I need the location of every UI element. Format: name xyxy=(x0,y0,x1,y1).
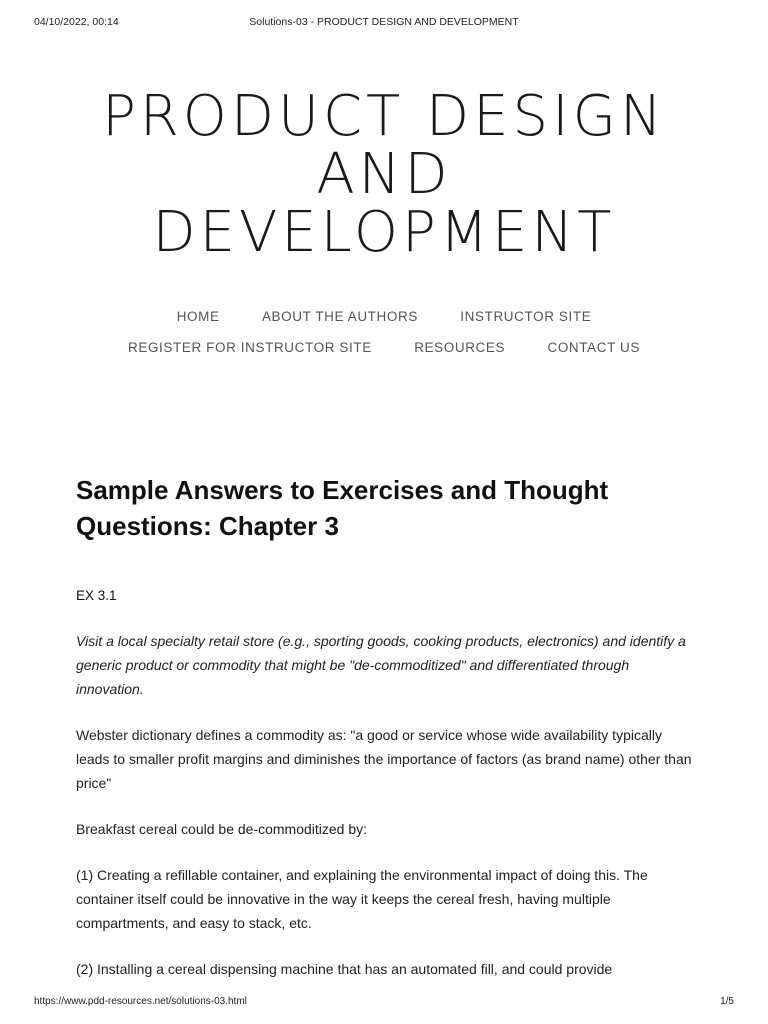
exercise-question: Visit a local specialty retail store (e.g., sporting goods, cooking products, electronics) and identify a generic product or commodity that might be "de-commoditized" and differentiated through innovation. xyxy=(76,633,686,697)
paragraph-definition: Webster dictionary defines a commodity as: "a good or service whose wide availability typically leads to smaller profit margins and diminishes the importance of factors (as brand name) other than price" xyxy=(76,727,692,791)
main-nav-row-2 xyxy=(0,340,768,355)
paragraph-point-1: (1) Creating a refillable container, and explaining the environmental impact of doing this. The container itself could be innovative in the way it keeps the cereal fresh, having multiple compartments, and easy to stack, etc. xyxy=(76,867,648,931)
print-datetime: 04/10/2022, 00:14 xyxy=(34,16,119,28)
page-title: Sample Answers to Exercises and Thought Questions: Chapter 3 xyxy=(76,475,609,541)
nav-contact-us[interactable]: CONTACT US xyxy=(547,340,640,355)
site-title-line-3: DEVELOPMENT xyxy=(152,200,616,265)
main-nav-row-1 xyxy=(0,309,768,324)
site-title-line-1: PRODUCT DESIGN xyxy=(102,84,666,149)
paragraph-point-2: (2) Installing a cereal dispensing machine that has an automated fill, and could provide xyxy=(76,961,613,977)
nav-register-for-instructor-site[interactable]: REGISTER FOR INSTRUCTOR SITE xyxy=(128,340,372,355)
print-document-title: Solutions-03 - PRODUCT DESIGN AND DEVELOPMENT xyxy=(249,16,519,28)
print-url: https://www.pdd-resources.net/solutions-03.html xyxy=(34,996,247,1007)
print-header xyxy=(34,16,734,30)
nav-resources[interactable]: RESOURCES xyxy=(414,340,506,355)
nav-instructor-site[interactable]: INSTRUCTOR SITE xyxy=(460,309,592,324)
site-title[interactable] xyxy=(0,84,768,265)
nav-home[interactable]: HOME xyxy=(176,309,220,324)
article xyxy=(76,472,696,981)
print-footer xyxy=(34,996,734,1010)
exercise-label: EX 3.1 xyxy=(76,588,117,603)
site-title-line-2: AND xyxy=(316,142,452,207)
nav-about-the-authors[interactable]: ABOUT THE AUTHORS xyxy=(261,309,418,324)
page-number: 1/5 xyxy=(720,996,734,1007)
paragraph-intro: Breakfast cereal could be de-commoditized by: xyxy=(76,821,368,837)
